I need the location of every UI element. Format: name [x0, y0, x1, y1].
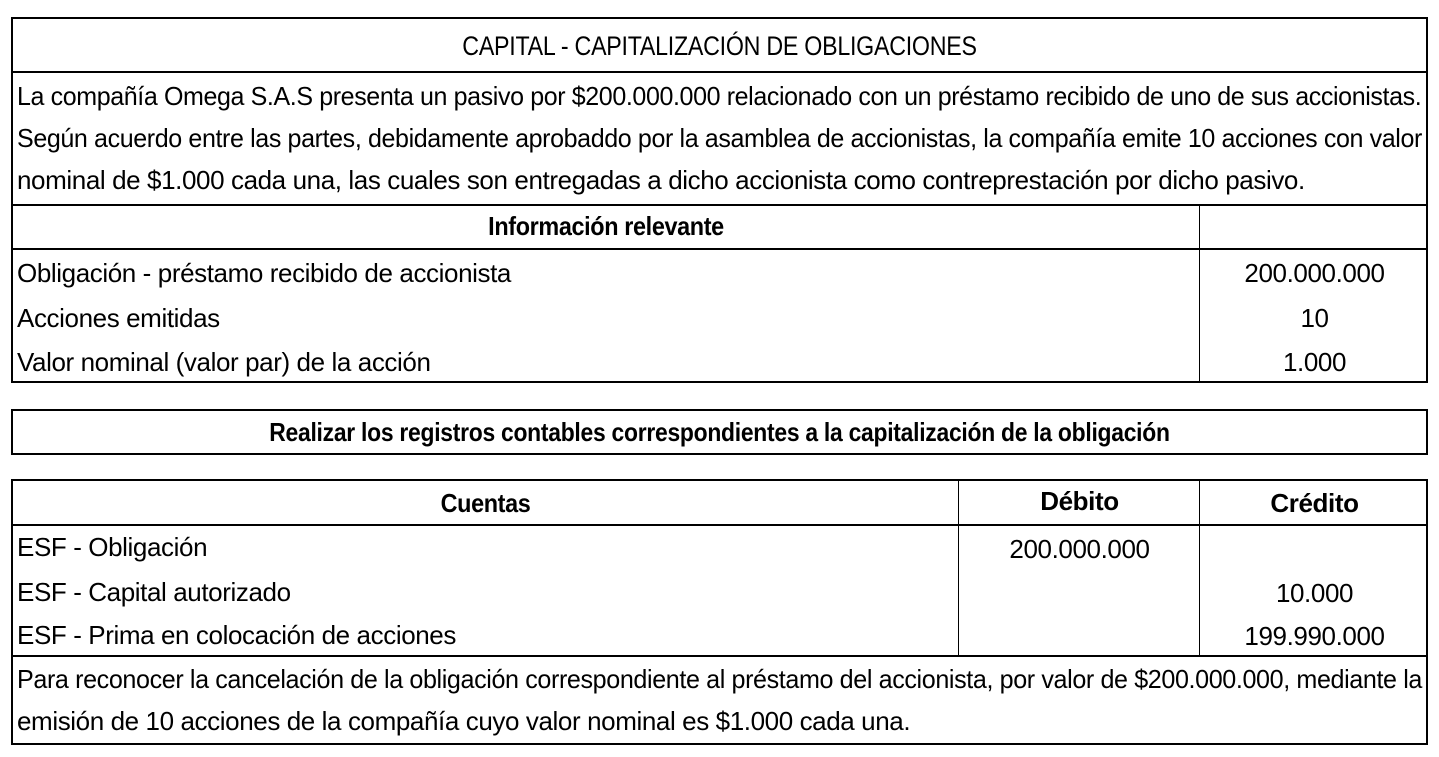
entry-credit-capital: 10.000: [1275, 578, 1354, 608]
entry-debit-obligation: 200.000.000: [1009, 534, 1150, 564]
description-line-3: nominal de $1.000 cada una, las cuales son entregadas a dicho accionista como contreprestación por dicho pasivo.: [17, 165, 1305, 195]
note-line-1: Para reconocer la cancelación de la obligación correspondiente al préstamo del accionista, por valor de $200.000.000, mediante la: [17, 664, 1423, 694]
header-credit: Crédito: [1270, 488, 1359, 518]
description-line-1: La compañía Omega S.A.S presenta un pasivo por $200.000.000 relacionado con un préstamo recibido de uno de sus accionistas.: [17, 81, 1422, 111]
info-value-par-value: 1.000: [1282, 347, 1347, 377]
info-label-shares: Acciones emitidas: [17, 303, 220, 333]
entry-account-capital: ESF - Capital autorizado: [17, 577, 291, 607]
task-instruction: Realizar los registros contables correspondientes a la capitalización de la obligación: [269, 417, 1170, 447]
info-value-obligation: 200.000.000: [1244, 258, 1385, 288]
info-header: Información relevante: [488, 211, 724, 241]
description-line-2: Según acuerdo entre las partes, debidamente aprobaddo por la asamblea de accionistas, la compañía emite 10 acciones con valor: [17, 123, 1422, 153]
entry-credit-premium: 199.990.000: [1244, 621, 1385, 651]
task-box: [11, 409, 1428, 455]
header-account: Cuentas: [440, 488, 531, 518]
journal-note: [13, 658, 1426, 742]
note-line-2: emisión de 10 acciones de la compañía cuyo valor nominal es $1.000 cada una.: [17, 706, 911, 736]
journal-table: [11, 479, 1428, 745]
header-debit: Débito: [1040, 486, 1119, 516]
entry-account-premium: ESF - Prima en colocación de acciones: [17, 620, 456, 650]
problem-table: [11, 17, 1428, 383]
problem-title: CAPITAL - CAPITALIZACIÓN DE OBLIGACIONES: [462, 31, 977, 61]
entry-account-obligation: ESF - Obligación: [17, 532, 208, 562]
info-label-obligation: Obligación - préstamo recibido de accionista: [17, 258, 511, 288]
problem-description: [13, 75, 1426, 201]
info-label-par-value: Valor nominal (valor par) de la acción: [17, 347, 431, 377]
info-value-shares: 10: [1300, 303, 1329, 333]
